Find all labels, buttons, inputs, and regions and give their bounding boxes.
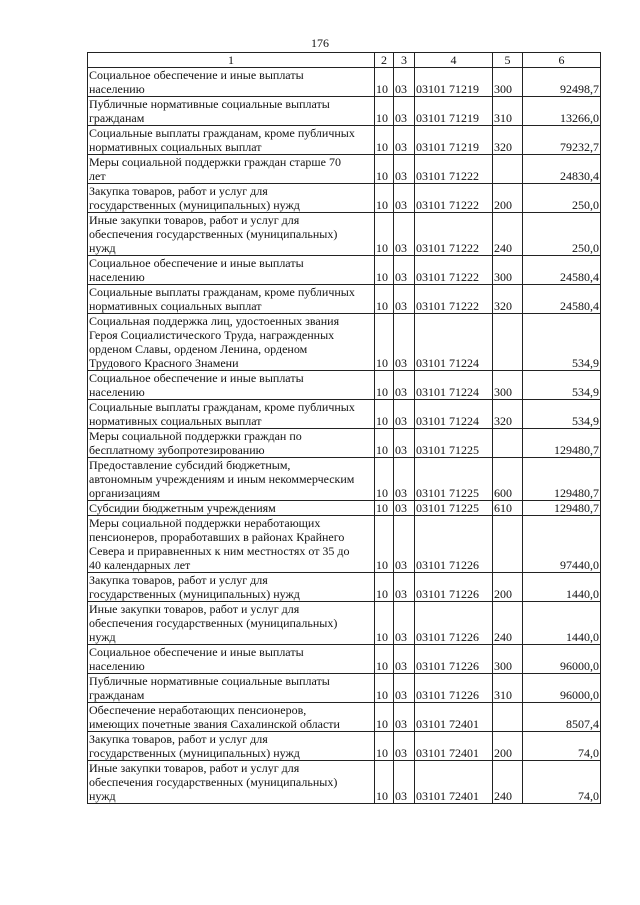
table-row xyxy=(88,400,601,429)
item-name: Иные закупки товаров, работ и услуг для обеспечения государственных (муниципальных) нужд xyxy=(88,761,375,804)
expense-type-code: 300 xyxy=(493,371,523,400)
table-row xyxy=(88,458,601,501)
target-article-code: 03101 72401 xyxy=(415,703,493,732)
item-name: Публичные нормативные социальные выплаты гражданам xyxy=(88,674,375,703)
target-article-code: 03101 71219 xyxy=(415,68,493,97)
subsection-code: 03 xyxy=(394,602,415,645)
expense-type-code xyxy=(493,314,523,371)
item-name: Закупка товаров, работ и услуг для государственных (муниципальных) нужд xyxy=(88,573,375,602)
target-article-code: 03101 71225 xyxy=(415,458,493,501)
section-code: 10 xyxy=(375,314,394,371)
item-name: Социальное обеспечение и иные выплаты населению xyxy=(88,68,375,97)
amount: 129480,7 xyxy=(523,458,601,501)
expense-type-code xyxy=(493,429,523,458)
subsection-code: 03 xyxy=(394,285,415,314)
subsection-code: 03 xyxy=(394,516,415,573)
expense-type-code: 240 xyxy=(493,213,523,256)
section-code: 10 xyxy=(375,371,394,400)
subsection-code: 03 xyxy=(394,126,415,155)
target-article-code: 03101 71222 xyxy=(415,285,493,314)
subsection-code: 03 xyxy=(394,256,415,285)
amount: 92498,7 xyxy=(523,68,601,97)
expense-type-code: 300 xyxy=(493,256,523,285)
item-name: Меры социальной поддержки неработающих пенсионеров, проработавших в районах Крайнего Севера и приравненных к ним местностях от 35 до 40 календарных лет xyxy=(88,516,375,573)
amount: 74,0 xyxy=(523,732,601,761)
subsection-code: 03 xyxy=(394,761,415,804)
section-code: 10 xyxy=(375,516,394,573)
item-name: Меры социальной поддержки граждан старше 70 лет xyxy=(88,155,375,184)
amount: 129480,7 xyxy=(523,501,601,516)
item-name: Социальная поддержка лиц, удостоенных звания Героя Социалистического Труда, награжденных орденом Славы, орденом Ленина, орденом Трудового Красного Знамени xyxy=(88,314,375,371)
table-row xyxy=(88,256,601,285)
subsection-code: 03 xyxy=(394,732,415,761)
column-header-expense-type: 5 xyxy=(493,53,523,68)
section-code: 10 xyxy=(375,732,394,761)
section-code: 10 xyxy=(375,573,394,602)
target-article-code: 03101 72401 xyxy=(415,732,493,761)
section-code: 10 xyxy=(375,602,394,645)
target-article-code: 03101 71226 xyxy=(415,573,493,602)
section-code: 10 xyxy=(375,674,394,703)
amount: 96000,0 xyxy=(523,645,601,674)
section-code: 10 xyxy=(375,429,394,458)
target-article-code: 03101 71224 xyxy=(415,314,493,371)
table-row xyxy=(88,371,601,400)
amount: 24580,4 xyxy=(523,285,601,314)
item-name: Социальные выплаты гражданам, кроме публичных нормативных социальных выплат xyxy=(88,400,375,429)
amount: 1440,0 xyxy=(523,573,601,602)
item-name: Публичные нормативные социальные выплаты гражданам xyxy=(88,97,375,126)
subsection-code: 03 xyxy=(394,184,415,213)
expense-type-code: 200 xyxy=(493,573,523,602)
amount: 250,0 xyxy=(523,213,601,256)
column-header-amount: 6 xyxy=(523,53,601,68)
item-name: Субсидии бюджетным учреждениям xyxy=(88,501,375,516)
amount: 534,9 xyxy=(523,371,601,400)
target-article-code: 03101 71219 xyxy=(415,97,493,126)
item-name: Меры социальной поддержки граждан по бесплатному зубопротезированию xyxy=(88,429,375,458)
amount: 534,9 xyxy=(523,400,601,429)
expense-type-code: 310 xyxy=(493,97,523,126)
item-name: Иные закупки товаров, работ и услуг для обеспечения государственных (муниципальных) нужд xyxy=(88,602,375,645)
subsection-code: 03 xyxy=(394,314,415,371)
expense-type-code: 200 xyxy=(493,184,523,213)
item-name: Социальное обеспечение и иные выплаты населению xyxy=(88,371,375,400)
subsection-code: 03 xyxy=(394,573,415,602)
amount: 1440,0 xyxy=(523,602,601,645)
target-article-code: 03101 71222 xyxy=(415,256,493,285)
table-row xyxy=(88,184,601,213)
section-code: 10 xyxy=(375,155,394,184)
section-code: 10 xyxy=(375,645,394,674)
subsection-code: 03 xyxy=(394,703,415,732)
table-row xyxy=(88,516,601,573)
target-article-code: 03101 71222 xyxy=(415,184,493,213)
section-code: 10 xyxy=(375,68,394,97)
section-code: 10 xyxy=(375,501,394,516)
section-code: 10 xyxy=(375,126,394,155)
target-article-code: 03101 71222 xyxy=(415,155,493,184)
subsection-code: 03 xyxy=(394,97,415,126)
table-row xyxy=(88,126,601,155)
amount: 97440,0 xyxy=(523,516,601,573)
subsection-code: 03 xyxy=(394,458,415,501)
table-row xyxy=(88,97,601,126)
table-row xyxy=(88,501,601,516)
expense-type-code: 320 xyxy=(493,126,523,155)
section-code: 10 xyxy=(375,184,394,213)
item-name: Обеспечение неработающих пенсионеров, имеющих почетные звания Сахалинской области xyxy=(88,703,375,732)
amount: 129480,7 xyxy=(523,429,601,458)
section-code: 10 xyxy=(375,97,394,126)
expense-type-code: 240 xyxy=(493,761,523,804)
expense-type-code: 600 xyxy=(493,458,523,501)
expense-type-code xyxy=(493,155,523,184)
target-article-code: 03101 71226 xyxy=(415,674,493,703)
expense-type-code: 300 xyxy=(493,68,523,97)
target-article-code: 03101 71224 xyxy=(415,400,493,429)
column-header-target-article: 4 xyxy=(415,53,493,68)
expense-type-code: 200 xyxy=(493,732,523,761)
subsection-code: 03 xyxy=(394,68,415,97)
table-row xyxy=(88,68,601,97)
table-row xyxy=(88,573,601,602)
subsection-code: 03 xyxy=(394,400,415,429)
target-article-code: 03101 71224 xyxy=(415,371,493,400)
amount: 79232,7 xyxy=(523,126,601,155)
target-article-code: 03101 71226 xyxy=(415,516,493,573)
target-article-code: 03101 71226 xyxy=(415,645,493,674)
column-header-section: 2 xyxy=(375,53,394,68)
item-name: Социальное обеспечение и иные выплаты населению xyxy=(88,645,375,674)
target-article-code: 03101 71225 xyxy=(415,501,493,516)
section-code: 10 xyxy=(375,400,394,429)
table-row xyxy=(88,732,601,761)
target-article-code: 03101 71225 xyxy=(415,429,493,458)
subsection-code: 03 xyxy=(394,429,415,458)
table-row xyxy=(88,285,601,314)
amount: 13266,0 xyxy=(523,97,601,126)
table-row xyxy=(88,674,601,703)
table-row xyxy=(88,314,601,371)
table-body xyxy=(88,68,601,804)
expense-type-code xyxy=(493,516,523,573)
column-header-subsection: 3 xyxy=(394,53,415,68)
table-row xyxy=(88,429,601,458)
expense-type-code: 300 xyxy=(493,645,523,674)
section-code: 10 xyxy=(375,285,394,314)
expense-type-code: 320 xyxy=(493,285,523,314)
subsection-code: 03 xyxy=(394,645,415,674)
subsection-code: 03 xyxy=(394,155,415,184)
item-name: Иные закупки товаров, работ и услуг для обеспечения государственных (муниципальных) нужд xyxy=(88,213,375,256)
table-row xyxy=(88,761,601,804)
amount: 24830,4 xyxy=(523,155,601,184)
section-code: 10 xyxy=(375,213,394,256)
section-code: 10 xyxy=(375,761,394,804)
amount: 74,0 xyxy=(523,761,601,804)
amount: 8507,4 xyxy=(523,703,601,732)
item-name: Закупка товаров, работ и услуг для государственных (муниципальных) нужд xyxy=(88,184,375,213)
expense-type-code: 320 xyxy=(493,400,523,429)
item-name: Социальные выплаты гражданам, кроме публичных нормативных социальных выплат xyxy=(88,285,375,314)
amount: 24580,4 xyxy=(523,256,601,285)
subsection-code: 03 xyxy=(394,213,415,256)
target-article-code: 03101 71226 xyxy=(415,602,493,645)
item-name: Социальные выплаты гражданам, кроме публичных нормативных социальных выплат xyxy=(88,126,375,155)
amount: 534,9 xyxy=(523,314,601,371)
section-code: 10 xyxy=(375,256,394,285)
table-row xyxy=(88,155,601,184)
subsection-code: 03 xyxy=(394,501,415,516)
budget-table xyxy=(87,52,601,804)
section-code: 10 xyxy=(375,458,394,501)
subsection-code: 03 xyxy=(394,371,415,400)
section-code: 10 xyxy=(375,703,394,732)
target-article-code: 03101 71222 xyxy=(415,213,493,256)
subsection-code: 03 xyxy=(394,674,415,703)
item-name: Социальное обеспечение и иные выплаты населению xyxy=(88,256,375,285)
item-name: Предоставление субсидий бюджетным, автономным учреждениям и иным некоммерческим организациям xyxy=(88,458,375,501)
item-name: Закупка товаров, работ и услуг для государственных (муниципальных) нужд xyxy=(88,732,375,761)
target-article-code: 03101 71219 xyxy=(415,126,493,155)
table-row xyxy=(88,602,601,645)
table-header-row xyxy=(88,53,601,68)
table-row xyxy=(88,703,601,732)
target-article-code: 03101 72401 xyxy=(415,761,493,804)
expense-type-code: 610 xyxy=(493,501,523,516)
page-number: 176 xyxy=(311,36,329,50)
expense-type-code: 310 xyxy=(493,674,523,703)
amount: 250,0 xyxy=(523,184,601,213)
expense-type-code: 240 xyxy=(493,602,523,645)
expense-type-code xyxy=(493,703,523,732)
table-row xyxy=(88,213,601,256)
amount: 96000,0 xyxy=(523,674,601,703)
column-header-name: 1 xyxy=(88,53,375,68)
table-row xyxy=(88,645,601,674)
